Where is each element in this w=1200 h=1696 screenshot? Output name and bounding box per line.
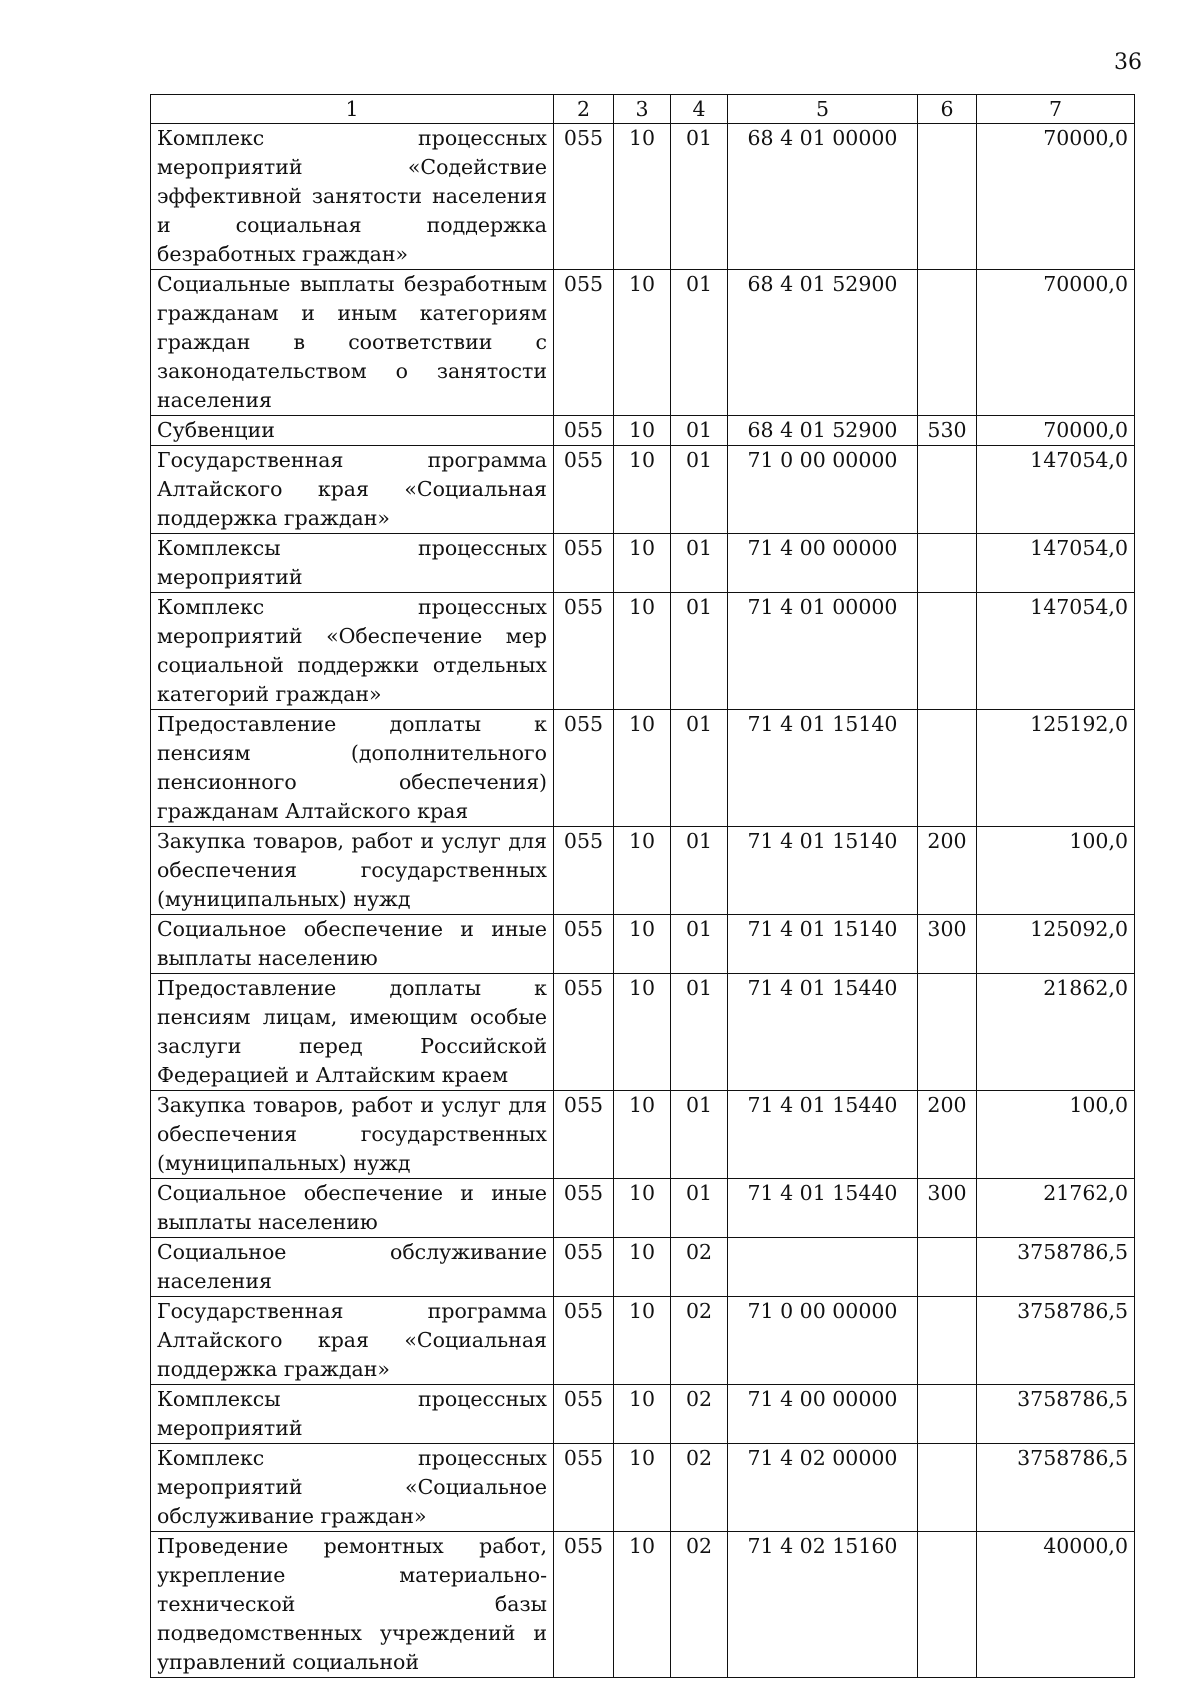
ministry-code-cell: 055 [554, 974, 614, 1091]
header-cell-7: 7 [977, 95, 1135, 124]
target-article-cell: 71 4 00 00000 [728, 534, 918, 593]
expense-type-cell [918, 534, 977, 593]
ministry-code-cell: 055 [554, 534, 614, 593]
page-number: 36 [1114, 50, 1142, 75]
table-row [151, 1385, 1135, 1444]
expense-type-cell [918, 1532, 977, 1678]
table-row [151, 1444, 1135, 1532]
table-row [151, 593, 1135, 710]
amount-cell: 21762,0 [977, 1179, 1135, 1238]
section-code-cell: 10 [614, 446, 671, 534]
row-name-cell: Государственная программа Алтайского края «Социальная поддержка граждан» [151, 446, 554, 534]
table-header [151, 95, 1135, 124]
amount-cell: 125192,0 [977, 710, 1135, 827]
ministry-code-cell: 055 [554, 124, 614, 270]
table-row [151, 1532, 1135, 1678]
row-name-cell: Комплекс процессных мероприятий «Социальное обслуживание граждан» [151, 1444, 554, 1532]
expense-type-cell [918, 1385, 977, 1444]
ministry-code-cell: 055 [554, 915, 614, 974]
amount-cell: 70000,0 [977, 124, 1135, 270]
table-body [151, 124, 1135, 1678]
header-cell-1: 1 [151, 95, 554, 124]
expense-type-cell [918, 446, 977, 534]
subsection-code-cell: 01 [671, 124, 728, 270]
amount-cell: 70000,0 [977, 270, 1135, 416]
amount-cell: 21862,0 [977, 974, 1135, 1091]
expense-type-cell: 530 [918, 416, 977, 446]
table-row [151, 270, 1135, 416]
section-code-cell: 10 [614, 534, 671, 593]
target-article-cell: 68 4 01 00000 [728, 124, 918, 270]
ministry-code-cell: 055 [554, 1532, 614, 1678]
ministry-code-cell: 055 [554, 446, 614, 534]
amount-cell: 3758786,5 [977, 1385, 1135, 1444]
target-article-cell: 68 4 01 52900 [728, 270, 918, 416]
expense-type-cell [918, 1297, 977, 1385]
target-article-cell: 71 4 01 15440 [728, 1091, 918, 1179]
section-code-cell: 10 [614, 1179, 671, 1238]
section-code-cell: 10 [614, 1385, 671, 1444]
row-name-cell: Социальное обеспечение и иные выплаты населению [151, 915, 554, 974]
target-article-cell: 71 4 01 00000 [728, 593, 918, 710]
expense-type-cell [918, 1238, 977, 1297]
table-row [151, 974, 1135, 1091]
target-article-cell: 71 0 00 00000 [728, 1297, 918, 1385]
subsection-code-cell: 01 [671, 446, 728, 534]
budget-table [150, 94, 1135, 1678]
row-name-cell: Социальное обслуживание населения [151, 1238, 554, 1297]
section-code-cell: 10 [614, 827, 671, 915]
target-article-cell: 71 4 02 00000 [728, 1444, 918, 1532]
target-article-cell: 71 4 02 15160 [728, 1532, 918, 1678]
table-row [151, 416, 1135, 446]
target-article-cell: 71 4 01 15440 [728, 1179, 918, 1238]
subsection-code-cell: 01 [671, 827, 728, 915]
header-cell-5: 5 [728, 95, 918, 124]
ministry-code-cell: 055 [554, 710, 614, 827]
section-code-cell: 10 [614, 1091, 671, 1179]
table-row [151, 827, 1135, 915]
expense-type-cell [918, 974, 977, 1091]
expense-type-cell [918, 593, 977, 710]
amount-cell: 147054,0 [977, 534, 1135, 593]
amount-cell: 147054,0 [977, 446, 1135, 534]
section-code-cell: 10 [614, 1532, 671, 1678]
row-name-cell: Проведение ремонтных работ, укрепление материально-технической базы подведомственных учреждений и управлений социальной [151, 1532, 554, 1678]
amount-cell: 40000,0 [977, 1532, 1135, 1678]
ministry-code-cell: 055 [554, 1297, 614, 1385]
expense-type-cell: 300 [918, 915, 977, 974]
row-name-cell: Закупка товаров, работ и услуг для обеспечения государственных (муниципальных) нужд [151, 827, 554, 915]
header-row [151, 95, 1135, 124]
target-article-cell: 68 4 01 52900 [728, 416, 918, 446]
ministry-code-cell: 055 [554, 1444, 614, 1532]
expense-type-cell [918, 710, 977, 827]
header-cell-4: 4 [671, 95, 728, 124]
section-code-cell: 10 [614, 416, 671, 446]
expense-type-cell [918, 1444, 977, 1532]
ministry-code-cell: 055 [554, 1091, 614, 1179]
row-name-cell: Предоставление доплаты к пенсиям лицам, имеющим особые заслуги перед Российской Федерацией и Алтайским краем [151, 974, 554, 1091]
section-code-cell: 10 [614, 974, 671, 1091]
ministry-code-cell: 055 [554, 593, 614, 710]
section-code-cell: 10 [614, 710, 671, 827]
table-row [151, 1091, 1135, 1179]
subsection-code-cell: 01 [671, 974, 728, 1091]
row-name-cell: Социальное обеспечение и иные выплаты населению [151, 1179, 554, 1238]
subsection-code-cell: 02 [671, 1385, 728, 1444]
table-row [151, 124, 1135, 270]
subsection-code-cell: 02 [671, 1238, 728, 1297]
section-code-cell: 10 [614, 1297, 671, 1385]
target-article-cell: 71 4 01 15140 [728, 827, 918, 915]
target-article-cell: 71 4 01 15140 [728, 710, 918, 827]
section-code-cell: 10 [614, 270, 671, 416]
expense-type-cell [918, 270, 977, 416]
section-code-cell: 10 [614, 124, 671, 270]
section-code-cell: 10 [614, 1444, 671, 1532]
subsection-code-cell: 01 [671, 710, 728, 827]
row-name-cell: Субвенции [151, 416, 554, 446]
section-code-cell: 10 [614, 915, 671, 974]
target-article-cell: 71 0 00 00000 [728, 446, 918, 534]
amount-cell: 125092,0 [977, 915, 1135, 974]
table-row [151, 915, 1135, 974]
subsection-code-cell: 01 [671, 270, 728, 416]
table-row [151, 710, 1135, 827]
header-cell-3: 3 [614, 95, 671, 124]
subsection-code-cell: 01 [671, 915, 728, 974]
row-name-cell: Предоставление доплаты к пенсиям (дополнительного пенсионного обеспечения) гражданам Алтайского края [151, 710, 554, 827]
ministry-code-cell: 055 [554, 416, 614, 446]
ministry-code-cell: 055 [554, 1385, 614, 1444]
subsection-code-cell: 02 [671, 1532, 728, 1678]
amount-cell: 3758786,5 [977, 1238, 1135, 1297]
expense-type-cell: 200 [918, 1091, 977, 1179]
row-name-cell: Государственная программа Алтайского края «Социальная поддержка граждан» [151, 1297, 554, 1385]
amount-cell: 70000,0 [977, 416, 1135, 446]
row-name-cell: Комплексы процессных мероприятий [151, 1385, 554, 1444]
target-article-cell: 71 4 00 00000 [728, 1385, 918, 1444]
subsection-code-cell: 01 [671, 1091, 728, 1179]
subsection-code-cell: 01 [671, 1179, 728, 1238]
table-row [151, 1238, 1135, 1297]
row-name-cell: Комплекс процессных мероприятий «Обеспечение мер социальной поддержки отдельных категорий граждан» [151, 593, 554, 710]
subsection-code-cell: 01 [671, 416, 728, 446]
expense-type-cell: 300 [918, 1179, 977, 1238]
amount-cell: 3758786,5 [977, 1297, 1135, 1385]
amount-cell: 100,0 [977, 1091, 1135, 1179]
target-article-cell: 71 4 01 15440 [728, 974, 918, 1091]
table-row [151, 1297, 1135, 1385]
row-name-cell: Закупка товаров, работ и услуг для обеспечения государственных (муниципальных) нужд [151, 1091, 554, 1179]
amount-cell: 100,0 [977, 827, 1135, 915]
amount-cell: 3758786,5 [977, 1444, 1135, 1532]
subsection-code-cell: 01 [671, 534, 728, 593]
ministry-code-cell: 055 [554, 1238, 614, 1297]
subsection-code-cell: 02 [671, 1444, 728, 1532]
table-row [151, 1179, 1135, 1238]
row-name-cell: Социальные выплаты безработным гражданам и иным категориям граждан в соответствии с законодательством о занятости населения [151, 270, 554, 416]
ministry-code-cell: 055 [554, 1179, 614, 1238]
target-article-cell [728, 1238, 918, 1297]
table-row [151, 534, 1135, 593]
row-name-cell: Комплексы процессных мероприятий [151, 534, 554, 593]
ministry-code-cell: 055 [554, 270, 614, 416]
ministry-code-cell: 055 [554, 827, 614, 915]
target-article-cell: 71 4 01 15140 [728, 915, 918, 974]
expense-type-cell [918, 124, 977, 270]
subsection-code-cell: 01 [671, 593, 728, 710]
section-code-cell: 10 [614, 1238, 671, 1297]
row-name-cell: Комплекс процессных мероприятий «Содействие эффективной занятости населения и социальная поддержка безработных граждан» [151, 124, 554, 270]
section-code-cell: 10 [614, 593, 671, 710]
expense-type-cell: 200 [918, 827, 977, 915]
table-row [151, 446, 1135, 534]
subsection-code-cell: 02 [671, 1297, 728, 1385]
header-cell-6: 6 [918, 95, 977, 124]
header-cell-2: 2 [554, 95, 614, 124]
amount-cell: 147054,0 [977, 593, 1135, 710]
